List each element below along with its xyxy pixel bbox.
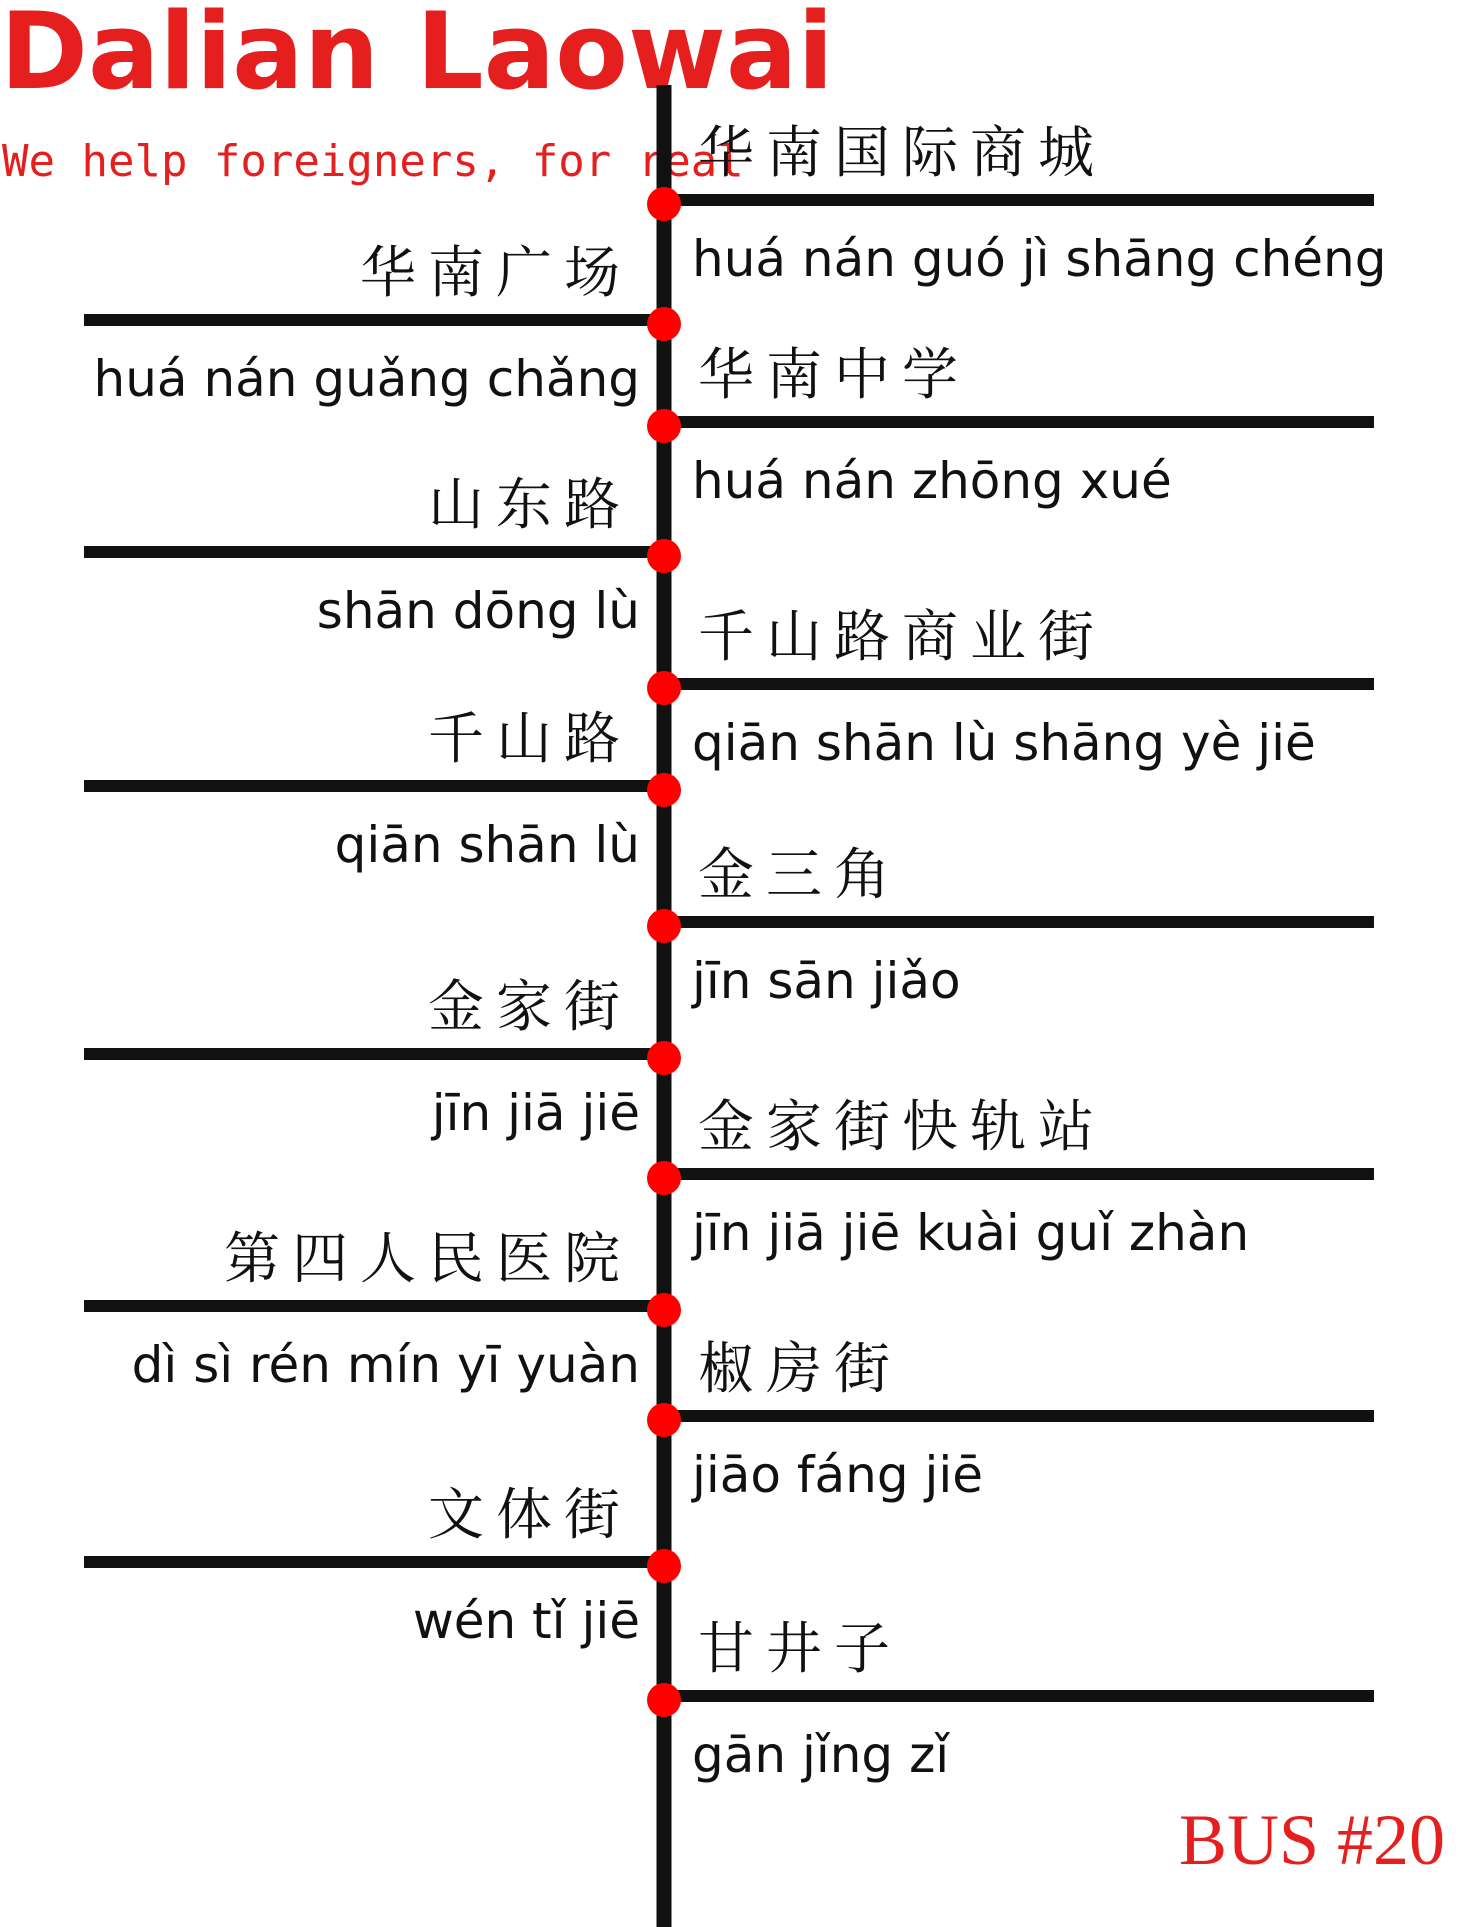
stop-pinyin: jīn sān jiǎo [692,952,961,1010]
brand-logo: Dalian Laowai [0,0,834,113]
stop-dot [647,307,681,341]
stop-chinese-name: 金三角 [698,843,902,908]
stop-chinese-name: 华南广场 [360,241,632,306]
route-label: BUS #20 [1178,1800,1445,1880]
stop-chinese-name: 金家街 [428,975,632,1040]
stop-chinese-name: 千山路 [428,707,632,772]
stop-pinyin: qiān shān lù [334,816,640,874]
stop-dot [647,187,681,221]
stop-pinyin: jiāo fáng jiē [692,1446,984,1504]
stop-dot [647,409,681,443]
stop-pinyin: wén tǐ jiē [412,1592,640,1650]
stop-chinese-name: 山东路 [428,473,632,538]
stop-chinese-name: 华南中学 [698,343,970,408]
stop-pinyin: qiān shān lù shāng yè jiē [692,714,1316,772]
stop-pinyin: huá nán guǎng chǎng [93,350,640,408]
stop-dot [647,1403,681,1437]
stop-pinyin: huá nán zhōng xué [692,452,1172,510]
stop-pinyin: shān dōng lù [316,582,640,640]
stop-dot [647,671,681,705]
stop-dot [647,539,681,573]
brand-tagline: We help foreigners, for real [2,136,744,187]
stop-pinyin: dì sì rén mín yī yuàn [131,1336,640,1394]
stop-chinese-name: 甘井子 [698,1617,902,1682]
stop-dot [647,909,681,943]
stop-chinese-name: 华南国际商城 [698,121,1106,186]
stop-chinese-name: 金家街快轨站 [698,1095,1106,1160]
stop-chinese-name: 文体街 [428,1483,632,1548]
stop-dot [647,773,681,807]
stop-pinyin: jīn jiā jiē [431,1084,640,1142]
stop-chinese-name: 椒房街 [698,1337,902,1402]
stop-pinyin: huá nán guó jì shāng chéng [692,230,1387,288]
stop-dot [647,1041,681,1075]
stop-dot [647,1161,681,1195]
stop-dot [647,1549,681,1583]
stop-chinese-name: 第四人民医院 [224,1227,632,1292]
stops-layer [84,121,1386,1784]
stop-pinyin: jīn jiā jiē kuài guǐ zhàn [692,1204,1250,1262]
stop-dot [647,1683,681,1717]
stop-dot [647,1293,681,1327]
stop-chinese-name: 千山路商业街 [698,605,1106,670]
stop-pinyin: gān jǐng zǐ [692,1726,950,1784]
